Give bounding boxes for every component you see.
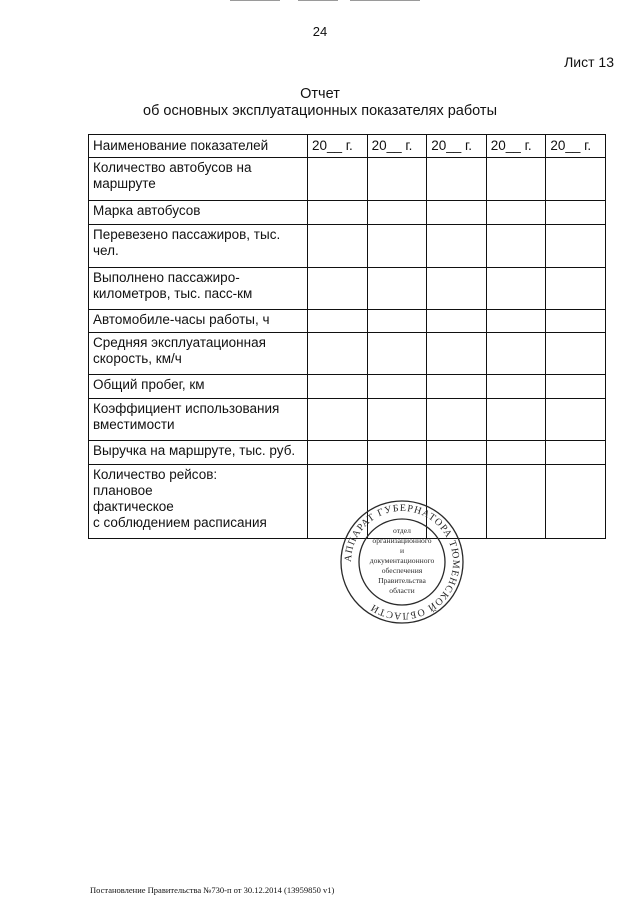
value-cell <box>367 158 427 201</box>
table-row <box>89 158 606 201</box>
value-cell <box>367 399 427 441</box>
value-cell <box>486 465 546 539</box>
header-cell-year: 20__ г. <box>427 135 487 158</box>
header-cell-year: 20__ г. <box>367 135 427 158</box>
value-cell <box>367 333 427 375</box>
official-seal-stamp <box>338 498 466 626</box>
value-cell <box>427 375 487 399</box>
header-cell-indicator-name: Наименование показателей <box>89 135 308 158</box>
value-cell <box>308 225 368 268</box>
table-row <box>89 375 606 399</box>
value-cell <box>486 375 546 399</box>
value-cell <box>367 375 427 399</box>
value-cell <box>308 399 368 441</box>
indicators-table <box>88 134 606 539</box>
value-cell <box>427 225 487 268</box>
table-row <box>89 333 606 375</box>
indicator-name-cell: Автомобиле-часы работы, ч <box>89 310 308 333</box>
indicator-name-cell: Количество рейсов: плановое фактическое с соблюдением расписания <box>89 465 308 539</box>
document-footer: Постановление Правительства №730-п от 30.12.2014 (13959850 v1) <box>90 885 335 895</box>
value-cell <box>546 333 606 375</box>
value-cell <box>546 158 606 201</box>
indicator-name-cell: Коэффициент использования вместимости <box>89 399 308 441</box>
indicator-name-cell: Выполнено пассажиро- километров, тыс. пасс-км <box>89 268 308 310</box>
value-cell <box>367 441 427 465</box>
stamp-inner-line: Правительства <box>378 576 426 585</box>
value-cell <box>546 399 606 441</box>
value-cell <box>427 268 487 310</box>
value-cell <box>486 158 546 201</box>
stamp-inner-line: обеспечения <box>381 566 423 575</box>
stamp-ring-text: АППАРАТ ГУБЕРНАТОРА ТЮМЕНСКОЙ ОБЛАСТИ <box>342 502 462 622</box>
value-cell <box>308 310 368 333</box>
value-cell <box>427 201 487 225</box>
table-row <box>89 201 606 225</box>
value-cell <box>308 268 368 310</box>
value-cell <box>367 225 427 268</box>
value-cell <box>308 375 368 399</box>
value-cell <box>486 441 546 465</box>
stamp-inner-line: и <box>399 546 405 555</box>
value-cell <box>308 158 368 201</box>
value-cell <box>427 310 487 333</box>
table-row <box>89 268 606 310</box>
indicator-name-cell: Общий пробег, км <box>89 375 308 399</box>
table-row <box>89 310 606 333</box>
value-cell <box>486 268 546 310</box>
table-header-row <box>89 135 606 158</box>
header-cell-year: 20__ г. <box>546 135 606 158</box>
table-row <box>89 441 606 465</box>
value-cell <box>546 225 606 268</box>
header-cell-year: 20__ г. <box>308 135 368 158</box>
top-edge-rule <box>350 0 420 1</box>
value-cell <box>546 268 606 310</box>
report-title-line-2: об основных эксплуатационных показателях работы <box>143 103 497 119</box>
value-cell <box>546 375 606 399</box>
value-cell <box>427 399 487 441</box>
value-cell <box>427 441 487 465</box>
value-cell <box>427 158 487 201</box>
value-cell <box>486 399 546 441</box>
stamp-inner-line: организационного <box>372 536 432 545</box>
top-edge-rule <box>298 0 338 1</box>
value-cell <box>546 441 606 465</box>
value-cell <box>546 201 606 225</box>
top-edge-rule <box>230 0 280 1</box>
value-cell <box>308 201 368 225</box>
value-cell <box>486 201 546 225</box>
header-cell-year: 20__ г. <box>486 135 546 158</box>
value-cell <box>486 225 546 268</box>
report-title-line-1: Отчет <box>300 86 340 102</box>
stamp-inner-line: отдел <box>393 526 411 535</box>
stamp-inner-line: области <box>389 586 415 595</box>
stamp-inner-line: документационного <box>369 556 435 565</box>
sheet-label: Лист 13 <box>564 54 614 70</box>
value-cell <box>546 310 606 333</box>
indicator-name-cell: Количество автобусов на маршруте <box>89 158 308 201</box>
table-row <box>89 399 606 441</box>
value-cell <box>367 201 427 225</box>
value-cell <box>427 333 487 375</box>
value-cell <box>308 333 368 375</box>
value-cell <box>546 465 606 539</box>
value-cell <box>308 441 368 465</box>
value-cell <box>486 333 546 375</box>
indicator-name-cell: Перевезено пассажиров, тыс. чел. <box>89 225 308 268</box>
value-cell <box>367 310 427 333</box>
indicator-name-cell: Средняя эксплуатационная скорость, км/ч <box>89 333 308 375</box>
indicator-name-cell: Выручка на маршруте, тыс. руб. <box>89 441 308 465</box>
table-row <box>89 225 606 268</box>
indicator-name-cell: Марка автобусов <box>89 201 308 225</box>
value-cell <box>367 268 427 310</box>
value-cell <box>486 310 546 333</box>
report-title <box>0 86 640 120</box>
page-number: 24 <box>312 24 328 39</box>
